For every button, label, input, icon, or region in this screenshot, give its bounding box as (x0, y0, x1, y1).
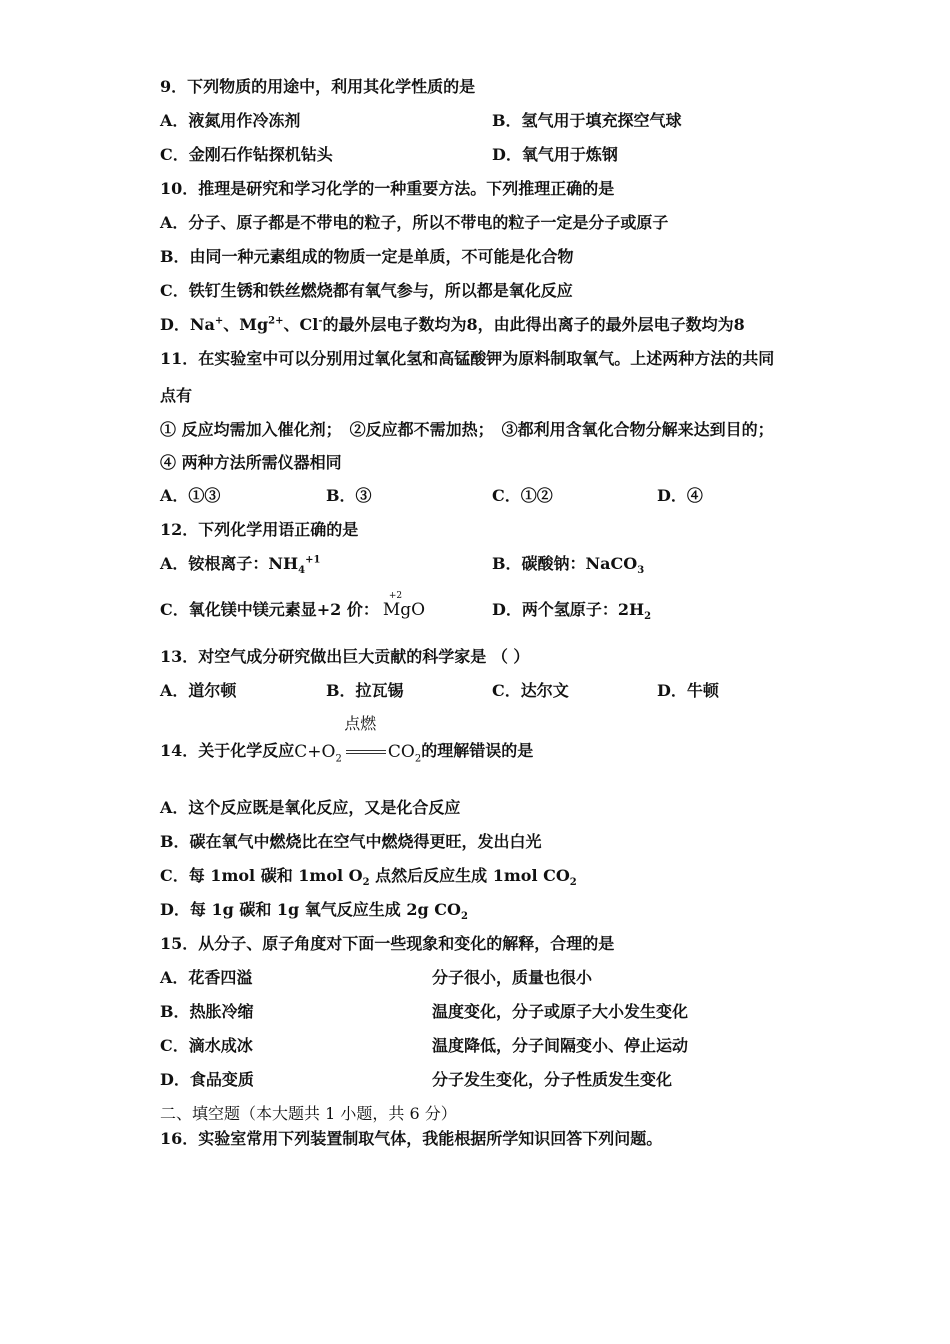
q10-option-a: A．分子、原子都是不带电的粒子，所以不带电的粒子一定是分子或原子 (160, 213, 669, 232)
q14-stem (160, 713, 534, 764)
q10-option-d (160, 314, 745, 336)
q15-option-d: D．食品变质 (160, 1070, 254, 1089)
q9-stem: 9．下列物质的用途中，利用其化学性质的是 (160, 77, 476, 96)
q10-d-prefix: D．Na (160, 315, 215, 334)
q12-b-text: B．碳酸钠：NaCO (492, 554, 638, 573)
q11-option-c: C．①② (492, 486, 553, 505)
q14-reactants: C+O (294, 741, 336, 762)
q14-c-sub1: 2 (362, 877, 370, 889)
q10-d-sep1: 、Mg (223, 315, 269, 334)
q12-c-formula: MgO (382, 600, 426, 620)
q16-stem: 16．实验室常用下列装置制取气体，我能根据所学知识回答下列问题。 (160, 1129, 663, 1148)
q10-d-sep2: 、Cl (283, 315, 319, 334)
q11-option-a: A．①③ (160, 486, 221, 505)
q14-c-pre: C．每 1mol 碳和 1mol O (160, 866, 363, 885)
q14-option-a: A．这个反应既是氧化反应，又是化合反应 (160, 798, 461, 817)
q15-explanation-d: 分子发生变化，分子性质发生变化 (432, 1070, 673, 1089)
q14-product: CO (387, 741, 415, 762)
q12-stem: 12．下列化学用语正确的是 (160, 520, 359, 539)
q14-product-subscript: 2 (414, 752, 422, 764)
q15-explanation-c: 温度降低，分子间隔变小、停止运动 (432, 1036, 689, 1055)
q13-option-d: D．牛顿 (657, 681, 719, 700)
q10-d-charge-cl: - (318, 315, 323, 327)
q10-d-suffix: 的最外层电子数均为8，由此得出离子的最外层电子数均为8 (322, 315, 745, 334)
q14-option-c (160, 865, 577, 887)
q11-option-d: D．④ (657, 486, 703, 505)
q9-option-b: B．氢气用于填充探空气球 (492, 111, 682, 130)
q14-d-sub: 2 (460, 911, 468, 923)
q13-option-b: B．拉瓦锡 (326, 681, 404, 700)
q15-option-c: C．滴水成冰 (160, 1036, 253, 1055)
q10-d-charge-mg: 2+ (268, 315, 284, 327)
q14-equation (294, 713, 422, 764)
q13-option-a: A．道尔顿 (160, 681, 237, 700)
q13-stem: 13．对空气成分研究做出巨大贡献的科学家是 （ ） (160, 647, 530, 666)
q15-option-a: A．花香四溢 (160, 968, 253, 987)
q12-a-subscript: 4 (298, 565, 306, 577)
q10-d-charge-na: + (214, 315, 224, 327)
q12-c-valence: +2 (388, 591, 403, 601)
q11-stem-line1: 11．在实验室中可以分别用过氧化氢和高锰酸钾为原料制取氧气。上述两种方法的共同 (160, 349, 775, 368)
q14-option-b: B．碳在氧气中燃烧比在空气中燃烧得更旺，发出白光 (160, 832, 542, 851)
q14-reactant-subscript: 2 (335, 752, 342, 764)
q14-condition: 点燃 (344, 713, 377, 733)
q14-d-pre: D．每 1g 碳和 1g 氧气反应生成 2g CO (160, 900, 461, 919)
q12-option-b (492, 553, 644, 575)
q12-c-mgo-formula (382, 591, 426, 621)
q12-c-text: C．氧化镁中镁元素显+2 价： (160, 600, 379, 619)
q11-items-line2: ④ 两种方法所需仪器相同 (160, 453, 342, 472)
q15-explanation-b: 温度变化，分子或原子大小发生变化 (432, 1002, 689, 1021)
q10-stem: 10．推理是研究和学习化学的一种重要方法。下列推理正确的是 (160, 179, 615, 198)
q14-c-sub2: 2 (569, 877, 577, 889)
q12-option-a (160, 553, 320, 575)
q12-a-superscript: +1 (305, 554, 321, 566)
q15-option-b: B．热胀冷缩 (160, 1002, 254, 1021)
q14-stem-after: 的理解错误的是 (421, 741, 534, 760)
q10-option-c: C．铁钉生锈和铁丝燃烧都有氧气参与，所以都是氧化反应 (160, 281, 573, 300)
q12-d-subscript: 2 (644, 611, 652, 623)
q11-option-b: B．③ (326, 486, 372, 505)
q12-d-text: D．两个氢原子：2H (492, 600, 645, 619)
q11-stem-line2: 点有 (160, 386, 193, 405)
q9-option-c: C．金刚石作钻探机钻头 (160, 145, 333, 164)
q12-a-text: A．铵根离子：NH (160, 554, 299, 573)
q14-equals-sign (346, 750, 386, 754)
q12-option-c (160, 591, 426, 621)
q12-option-d (492, 599, 651, 621)
q11-items-line1: ① 反应均需加入催化剂； ②反应都不需加热； ③都利用含氧化合物分解来达到目的； (160, 420, 774, 439)
q9-option-d: D．氧气用于炼钢 (492, 145, 618, 164)
q14-stem-before: 14．关于化学反应 (160, 741, 295, 760)
q15-stem: 15．从分子、原子角度对下面一些现象和变化的解释，合理的是 (160, 934, 615, 953)
q10-option-b: B．由同一种元素组成的物质一定是单质，不可能是化合物 (160, 247, 574, 266)
q14-c-mid: 点然后反应生成 1mol CO (369, 866, 570, 885)
section-two-heading: 二、填空题（本大题共 1 小题，共 6 分） (160, 1104, 457, 1123)
q9-option-a: A．液氮用作冷冻剂 (160, 111, 301, 130)
q13-option-c: C．达尔文 (492, 681, 569, 700)
q14-option-d (160, 899, 468, 921)
q15-explanation-a: 分子很小，质量也很小 (432, 968, 593, 987)
q12-b-subscript: 3 (637, 565, 645, 577)
